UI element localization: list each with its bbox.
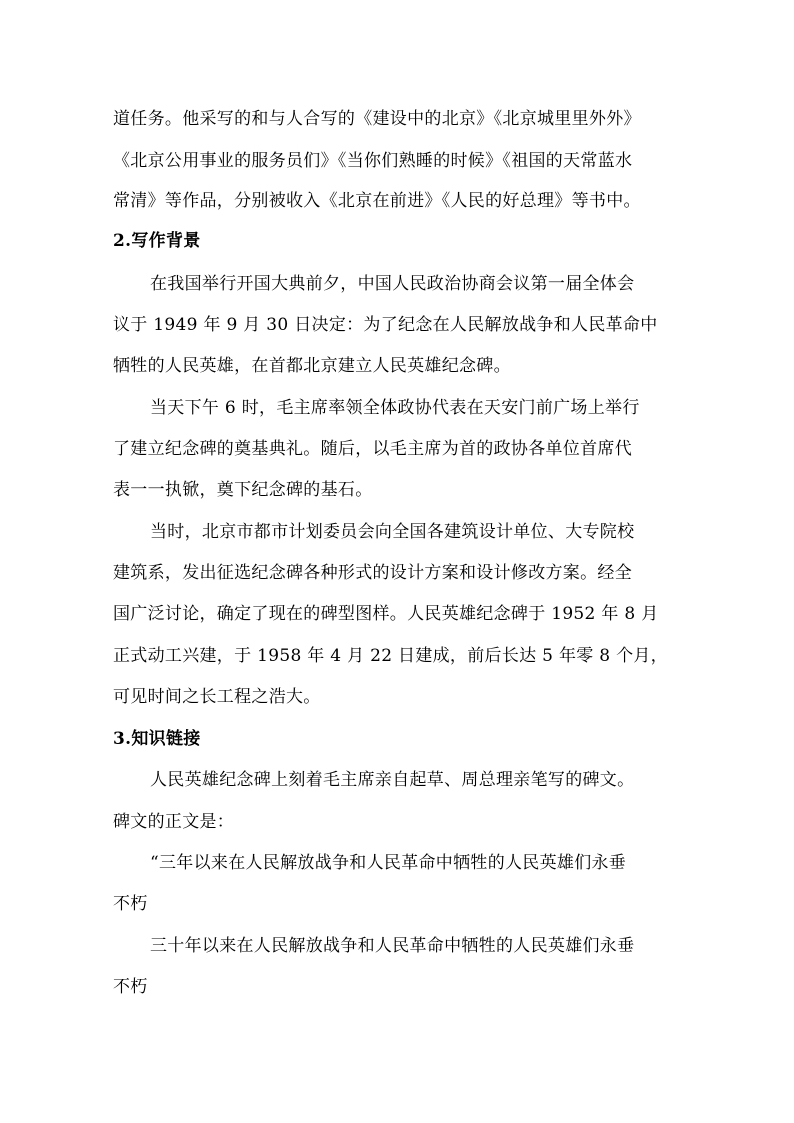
intro-line-3: 常清》等作品，分别被收入《北京在前进》《人民的好总理》等书中。	[113, 191, 641, 211]
section-2-paragraph-3-line-3: 国广泛讨论，确定了现在的碑型图样。人民英雄纪念碑于 1952 年 8 月	[113, 604, 659, 624]
section-2-paragraph-3-line-4: 正式动工兴建，于 1958 年 4 月 22 日建成，前后长达 5 年零 8 个月，	[113, 646, 668, 666]
section-2-paragraph-2-line-3: 表一一执锨，奠下纪念碑的基石。	[113, 480, 373, 500]
intro-line-2: 《北京公用事业的服务员们》《当你们熟睡的时候》《祖国的天常蓝水	[113, 151, 633, 171]
section-2-paragraph-1-line-1: 在我国举行开国大典前夕，中国人民政治协商会议第一届全体会	[150, 274, 635, 294]
section-2-heading: 2.写作背景	[113, 231, 201, 251]
section-3-paragraph-1-line-1: 人民英雄纪念碑上刻着毛主席亲自起草、周总理亲笔写的碑文。	[150, 770, 635, 790]
section-2-paragraph-2-line-1: 当天下午 6 时，毛主席率领全体政协代表在天安门前广场上举行	[150, 398, 640, 418]
section-3-paragraph-1-line-2: 碑文的正文是：	[113, 812, 235, 832]
intro-line-1: 道任务。他采写的和与人合写的《建设中的北京》《北京城里里外外》	[113, 109, 641, 129]
section-3-heading: 3.知识链接	[113, 729, 201, 749]
section-2-paragraph-1-line-3: 牺牲的人民英雄，在首都北京建立人民英雄纪念碑。	[113, 356, 511, 376]
section-2-paragraph-3-line-2: 建筑系，发出征选纪念碑各种形式的设计方案和设计修改方案。经全	[113, 563, 632, 583]
section-3-quote-1-line-2: 不朽	[113, 894, 148, 914]
section-2-paragraph-1-line-2: 议于 1949 年 9 月 30 日决定：为了纪念在人民解放战争和人民革命中	[113, 315, 658, 335]
section-3-quote-1-line-1: “三年以来在人民解放战争和人民革命中牺牲的人民英雄们永垂	[150, 853, 627, 873]
section-2-paragraph-2-line-2: 了建立纪念碑的奠基典礼。随后，以毛主席为首的政协各单位首席代	[113, 439, 632, 459]
section-2-paragraph-3-line-1: 当时，北京市都市计划委员会向全国各建筑设计单位、大专院校	[150, 522, 635, 542]
section-2-paragraph-3-line-5: 可见时间之长工程之浩大。	[113, 687, 321, 707]
section-3-quote-2-line-2: 不朽	[113, 977, 148, 997]
section-3-quote-2-line-1: 三十年以来在人民解放战争和人民革命中牺牲的人民英雄们永垂	[150, 936, 635, 956]
